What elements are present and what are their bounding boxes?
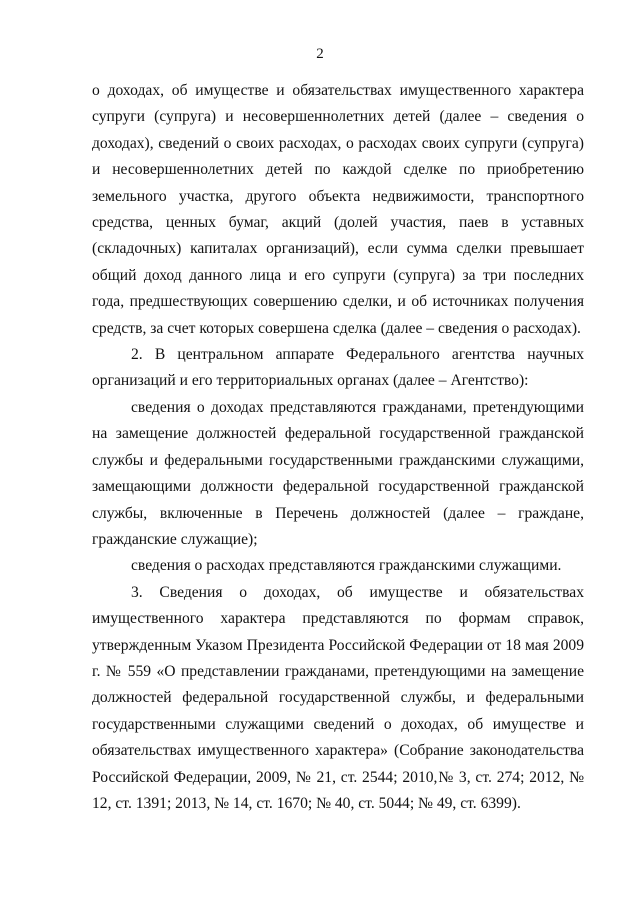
- paragraph-income-info: сведения о доходах представляются гражданами, претендующими на замещение должностей федеральной государственной гражданской службы и федеральными государственными гражданскими служащими, замещающими должности федеральной государственной гражданской службы, включенные в Перечень должностей (далее – граждане, гражданские служащие);: [92, 398, 584, 548]
- document-body: [92, 78, 584, 817]
- paragraph-continuation: о доходах, об имуществе и обязательствах имущественного характера супруги (супруга) и несовершеннолетних детей (далее – сведения о доходах), сведений о своих расходах, о расходах своих супруги (супруга) и несовершеннолетних детей по каждой сделке по приобретению земельного участка, другого объекта недвижимости, транспортного средства, ценных бумаг, акций (долей участия, паев в уставных (складочных) капиталах организаций), если сумма сделки превышает общий доход данного лица и его супруги (супруга) за три последних года, предшествующих совершению сделки, и об источниках получения средств, за счет которых совершена сделка (далее – сведения о расходах).: [92, 82, 584, 337]
- paragraph-item-3: 3. Сведения о доходах, об имуществе и обязательствах имущественного характера представляются по формам справок, утвержденным Указом Президента Российской Федерации от 18 мая 2009 г. № 559 «О представлении гражданами, претендующими на замещение должностей федеральной государственной службы, и федеральными государственными служащими сведений о доходах, об имуществе и обязательствах имущественного характера» (Собрание законодательства Российской Федерации, 2009, № 21, ст. 2544; 2010,№ 3, ст. 274; 2012, № 12, ст. 1391; 2013, № 14, ст. 1670; № 40, ст. 5044; № 49, ст. 6399).: [92, 583, 584, 812]
- paragraph-expense-info: сведения о расходах представляются гражданскими служащими.: [131, 557, 562, 575]
- page-number: 2: [316, 46, 324, 62]
- paragraph-item-2: 2. В центральном аппарате Федерального агентства научных организаций и его территориальных органах (далее – Агентство):: [92, 346, 584, 390]
